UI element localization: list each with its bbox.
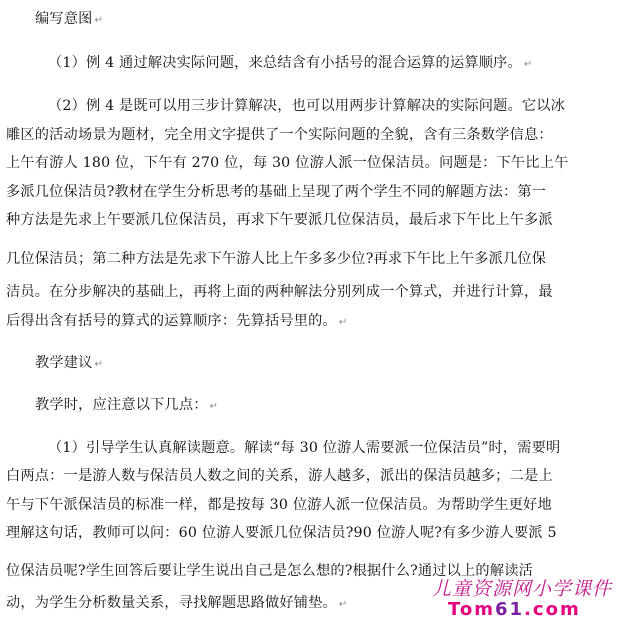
paragraph-mark: ↵ [94,359,104,370]
heading-intent: 编写意图 ↵ [35,11,104,27]
paragraph-mark: ↵ [209,401,219,412]
watermark-text: 儿童资源网小学课件 [432,578,613,600]
paragraph-line: （1）例 4 通过解决实际问题，来总结含有小括号的混合运算的运算顺序。 ↵ [48,55,533,71]
paragraph-line: 几位保洁员；第二种方法是先求下午游人比上午多多少位?再求下午比上午多派几位保 [6,251,547,267]
paragraph-line: 午与下午派保洁员的标准一样，都是按每 30 位游人派一位保洁员。为帮助学生更好地 [6,497,552,513]
paragraph-line: 动，为学生分析数量关系，寻找解题思路做好铺垫。 ↵ [6,595,348,611]
paragraph-mark: ↵ [338,599,348,610]
paragraph-line: 雕区的活动场景为题材，完全用文字提供了一个实际问题的全貌，含有三条数学信息： [6,127,553,143]
paragraph-line: 理解这句话，教师可以问：60 位游人要派几位保洁员?90 位游人呢?有多少游人要派 5 [6,525,557,541]
paragraph-line: 位保洁员呢?学生回答后要让学生说出自己是怎么想的?根据什么?通过以上的解读活 [6,563,533,579]
paragraph-line: 教学时，应注意以下几点： ↵ [35,397,219,413]
paragraph-line: 种方法是先求上午要派几位保洁员，再求下午要派几位保洁员，最后求下午比上午多派 [6,212,553,228]
watermark-logo: Tom61.com [448,599,581,620]
paragraph-line: （1）引导学生认真解读题意。解读“每 30 位游人需要派一位保洁员”时，需要明 [48,440,561,456]
paragraph-line: 后得出含有括号的算式的运算顺序：先算括号里的。 ↵ [6,313,348,329]
paragraph-mark: ↵ [523,59,533,70]
paragraph-mark: ↵ [94,15,104,26]
paragraph-line: 白两点：一是游人数与保洁员人数之间的关系，游人越多，派出的保洁员越多；二是上 [6,468,553,484]
heading-suggestion: 教学建议 ↵ [35,355,104,371]
paragraph-line: 上午有游人 180 位，下午有 270 位，每 30 位游人派一位保洁员。问题是：下午比上午 [6,155,569,171]
paragraph-line: 洁员。在分步解决的基础上，再将上面的两种解法分别列成一个算式，并进行计算，最 [6,284,553,300]
paragraph-line: （2）例 4 是既可以用三步计算解决，也可以用两步计算解决的实际问题。它以冰 [48,98,566,114]
site-watermark [432,578,622,622]
paragraph-mark: ↵ [338,317,348,328]
paragraph-line: 多派几位保洁员?教材在学生分析思考的基础上呈现了两个学生不同的解题方法：第一 [6,184,547,200]
